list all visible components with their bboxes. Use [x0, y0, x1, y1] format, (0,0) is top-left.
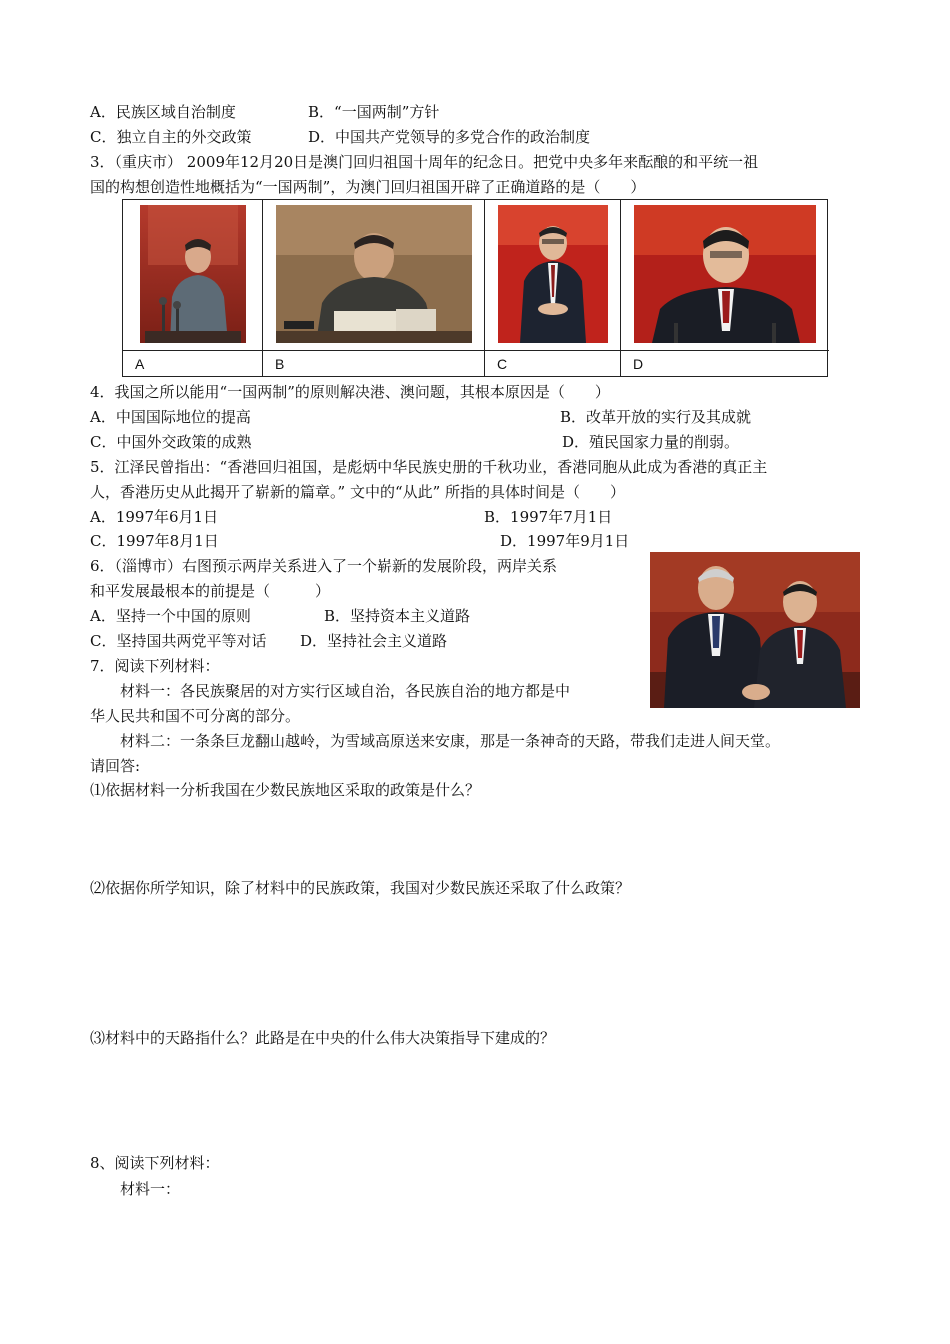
q4-option-a: A．中国国际地位的提高: [90, 408, 251, 426]
q5-option-d: D．1997年9月1日: [500, 532, 630, 550]
q3-photo-cell-b: [263, 200, 485, 376]
q7-sub-question-1: ⑴依据材料一分析我国在少数民族地区采取的政策是什么？: [90, 781, 481, 799]
q7-material1-line2: 华人民共和国不可分离的部分。: [90, 707, 301, 725]
q5-option-a: A．1997年6月1日: [90, 508, 219, 526]
q3-photo-cell-d: [621, 200, 829, 376]
q2-option-b: B．“一国两制”方针: [308, 103, 440, 121]
q2-option-c: C．独立自主的外交政策: [90, 128, 252, 146]
q7-sub-question-2: ⑵依据你所学知识，除了材料中的民族政策，我国对少数民族还采取了什么政策？: [90, 879, 631, 897]
q3-photo-cell-a: [123, 200, 263, 376]
q7-sub-question-3: ⑶材料中的天路指什么？此路是在中央的什么伟大决策指导下建成的？: [90, 1029, 556, 1047]
q3-label-b: B: [263, 350, 484, 377]
q7-stem: 7．阅读下列材料：: [90, 657, 220, 675]
handshake-photo: [650, 552, 860, 708]
q6-option-c: C．坚持国共两党平等对话: [90, 632, 267, 650]
q6-option-d: D．坚持社会主义道路: [300, 632, 448, 650]
q7-material2: 材料二：一条条巨龙翻山越岭，为雪域高原送来安康，那是一条神奇的天路，带我们走进人间天堂。: [120, 732, 781, 750]
q6-option-a: A．坚持一个中国的原则: [90, 607, 251, 625]
q8-material1: 材料一：: [120, 1180, 181, 1198]
q3-label-c: C: [485, 350, 620, 377]
q7-prompt: 请回答:: [90, 757, 141, 775]
q3-photo-cell-c: [485, 200, 621, 376]
q2-option-a: A．民族区域自治制度: [90, 103, 236, 121]
portrait-photo-a: [140, 205, 246, 343]
q4-stem: 4．我国之所以能用“一国两制”的原则解决港、澳问题，其根本原因是（ ）: [90, 383, 610, 401]
q5-stem-line2: 人，香港历史从此揭开了崭新的篇章。” 文中的“从此” 所指的具体时间是（ ）: [90, 483, 626, 501]
q6-option-b: B．坚持资本主义道路: [324, 607, 471, 625]
portrait-photo-d: [634, 205, 816, 343]
portrait-photo-b: [276, 205, 472, 343]
portrait-photo-c: [498, 205, 608, 343]
q3-label-a: A: [123, 350, 262, 377]
q3-stem-line1: 3．（重庆市） 2009年12月20日是澳门回归祖国十周年的纪念日。把党中央多年来酝酿的和平统一祖: [90, 153, 759, 171]
q3-label-d: D: [621, 350, 829, 377]
q6-stem-line2: 和平发展最根本的前提是（ ）: [90, 582, 331, 600]
q5-option-b: B．1997年7月1日: [484, 508, 613, 526]
q6-stem-line1: 6．（淄博市）右图预示两岸关系进入了一个崭新的发展阶段，两岸关系: [90, 557, 558, 575]
q3-stem-line2: 国的构想创造性地概括为“一国两制”，为澳门回归祖国开辟了正确道路的是（ ）: [90, 178, 646, 196]
q2-option-d: D．中国共产党领导的多党合作的政治制度: [308, 128, 591, 146]
q7-material1-line1: 材料一：各民族聚居的对方实行区域自治，各民族自治的地方都是中: [120, 682, 571, 700]
q5-stem-line1: 5．江泽民曾指出：“香港回归祖国，是彪炳中华民族史册的千秋功业，香港同胞从此成为香港的真正主: [90, 458, 768, 476]
q8-stem: 8、阅读下列材料：: [90, 1154, 220, 1172]
q3-photo-table: [122, 199, 828, 377]
q4-option-b: B．改革开放的实行及其成就: [560, 408, 752, 426]
q4-option-c: C．中国外交政策的成熟: [90, 433, 252, 451]
q4-option-d: D．殖民国家力量的削弱。: [562, 433, 740, 451]
q5-option-c: C．1997年8月1日: [90, 532, 219, 550]
